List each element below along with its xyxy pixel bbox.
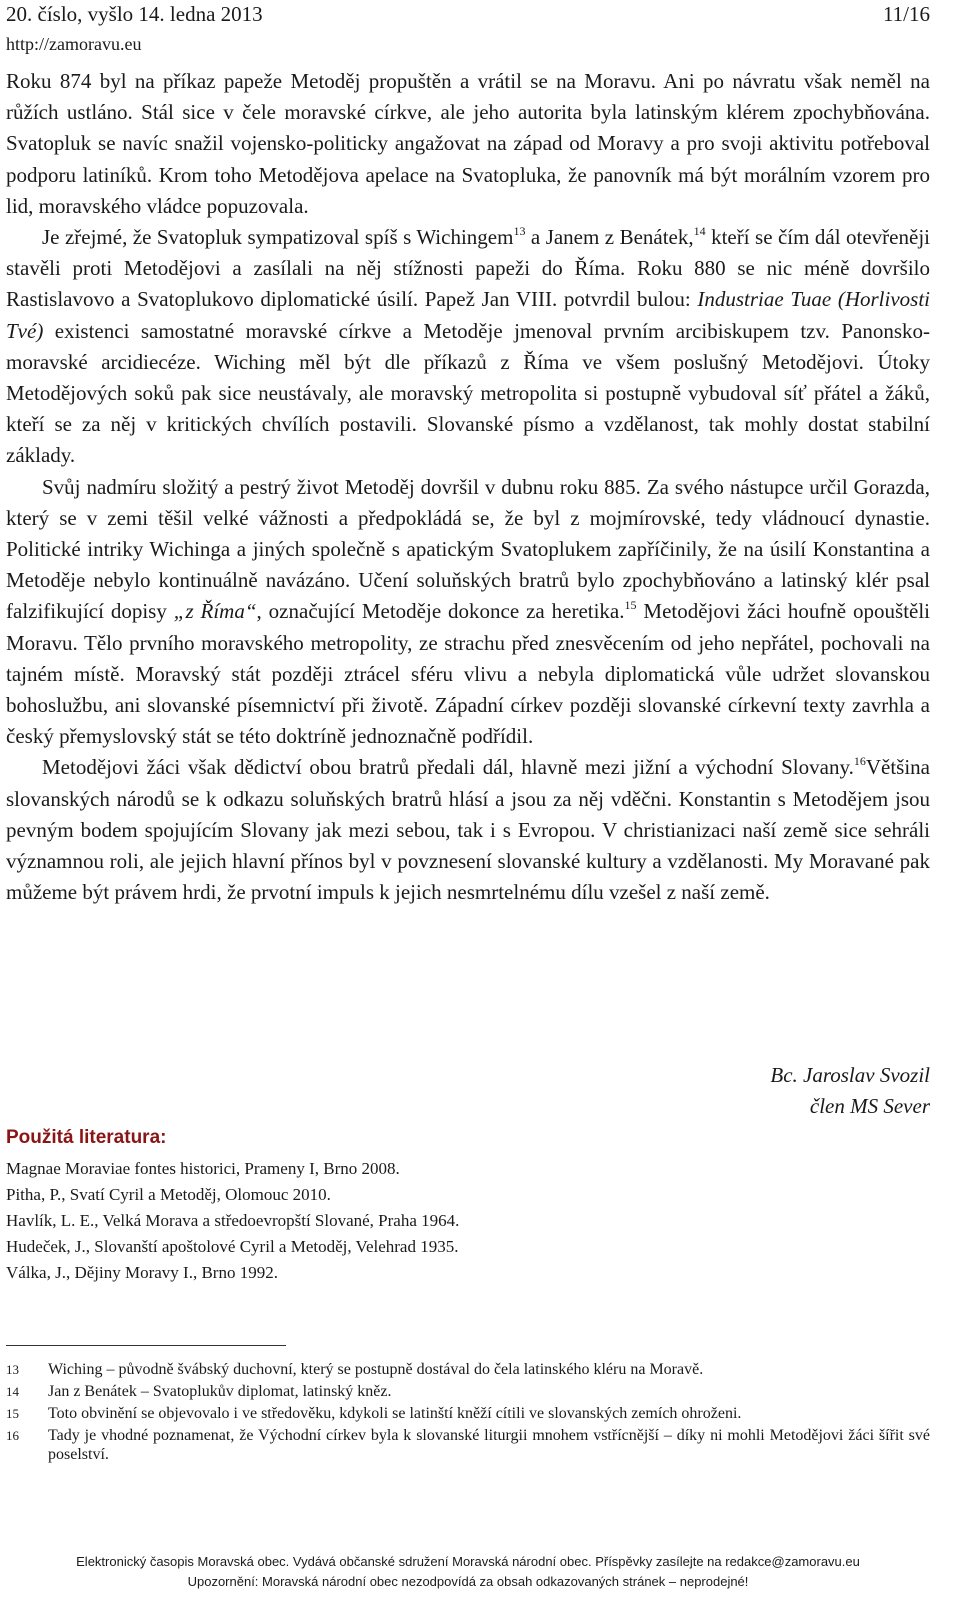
page-footer: [6, 1552, 930, 1592]
footnote-16: [6, 1426, 930, 1464]
author-signature: [770, 1060, 930, 1122]
literature-item: Pitha, P., Svatí Cyril a Metoděj, Olomouc 2010.: [6, 1185, 331, 1204]
literature-list: [6, 1156, 459, 1286]
footnote-text: Toto obvinění se objevovalo i ve středověku, kdykoli se latinští kněží cítili ve slovanských zemích ohroženi.: [48, 1405, 742, 1422]
footnote-14: [6, 1382, 930, 1401]
literature-item: Válka, J., Dějiny Moravy I., Brno 1992.: [6, 1263, 278, 1282]
paragraph-2-text-c: kteří se čím dál otevřeněji stavěli proti Metodějovi a zasílali na něj stížnosti papeži do Říma. Roku 880 se nic méně dovršilo Rastislavovo a Svatoplukovo diplomatické úsilí. Papež Jan VIII. potvrdil bulou:: [6, 225, 930, 312]
literature-item: Magnae Moraviae fontes historici, Prameny I, Brno 2008.: [6, 1159, 400, 1178]
site-url: http://zamoravu.eu: [6, 34, 142, 54]
paragraph-4-text-b: Většina slovanských národů se k odkazu soluňských bratrů hlásí a jsou za něj vděčni. Konstantin s Metodějem jsou pevným bodem spojujícím Slovany jak mezi sebou, tak i s Evropou. V christianizaci naší země sice sehráli významnou roli, ale jejich hlavní přínos byl v povznesení slovanské kultury a vzdělanosti. My Moravané pak můžeme být právem hrdi, že prvotní impuls k jejich nesmrtelnému dílu vzešel z naší země.: [6, 755, 930, 905]
footnote-number: 14: [6, 1384, 19, 1399]
footnote-number: 16: [6, 1428, 19, 1443]
footnote-ref-15: 15: [624, 598, 637, 613]
literature-item: Hudeček, J., Slovanští apoštolové Cyril a Metoděj, Velehrad 1935.: [6, 1237, 459, 1256]
paragraph-2-text-b: a Janem z Benátek,: [525, 225, 694, 250]
paragraph-4: [6, 752, 930, 908]
issue-info: 20. číslo, vyšlo 14. ledna 2013: [6, 2, 263, 26]
paragraph-1: [6, 66, 930, 222]
paragraph-3-text-b: , označující Metoděje dokonce za heretika.: [256, 599, 625, 624]
footnote-number: 15: [6, 1406, 19, 1421]
author-name: Bc. Jaroslav Svozil: [770, 1063, 930, 1087]
footnote-ref-16: 16: [853, 754, 866, 769]
paragraph-2-text-a: Je zřejmé, že Svatopluk sympatizoval spíš s Wichingem: [42, 225, 514, 250]
footnote-text: Jan z Benátek – Svatoplukův diplomat, latinský kněz.: [48, 1383, 392, 1400]
paragraph-3: [6, 472, 930, 753]
paragraph-3-text-c: Metodějovi žáci houfně opouštěli Moravu. Tělo prvního moravského metropolity, ze strachu před znesvěcením od jeho nepřátel, pochovali na tajném místě. Moravský stát později ztrácel sféru vlivu a nebyla diplomatická vůle udržet slovanskou bohoslužbu, ani slovanské písemnictví při životě. Západní církev později slovanské církevní texty zavrhla a český přemyslovský stát se této doktríně jednoznačně podřídil.: [6, 599, 931, 749]
article-body: [6, 66, 930, 908]
paragraph-2: [6, 222, 930, 472]
paragraph-3-text-a: Svůj nadmíru složitý a pestrý život Metoděj dovršil v dubnu roku 885. Za svého nástupce určil Gorazda, který se v zemi těšil velké vážnosti a předpokládá se, že byl z mojmírovské, tedy vládnoucí dynastie. Politické intriky Wichinga a jiných společně s apatickým Svatoplukem zapříčinily, že na úsilí Konstantina a Metoděje nebylo kontinuálně navázáno. Učení soluňských bratrů bylo zpochybňováno a latinský klér psal falzifikující dopisy: [6, 474, 930, 624]
footnote-divider: [6, 1345, 286, 1346]
footnote-text: Tady je vhodné poznamenat, že Východní církev byla k slovanské liturgii mnohem vstřícnější – díky ni mohli Metodějovi žáci šířit své poselství.: [48, 1427, 930, 1463]
author-role: člen MS Sever: [809, 1094, 930, 1118]
footer-disclaimer-line: Upozornění: Moravská národní obec nezodpovídá za obsah odkazovaných stránek – neprodejné!: [187, 1574, 749, 1589]
footnote-ref-14: 14: [693, 224, 706, 239]
page-number: 11/16: [882, 2, 930, 26]
footnote-number: 13: [6, 1362, 19, 1377]
footnote-ref-13: 13: [513, 224, 526, 239]
quoted-phrase: „z Říma“: [173, 599, 257, 624]
footnote-15: [6, 1404, 930, 1423]
footnote-13: [6, 1360, 930, 1379]
paragraph-2-text-d: existenci samostatné moravské církve a Metoděje jmenoval prvním arcibiskupem tzv. Panonsko-moravské arcidiecéze. Wiching měl být dle příkazů z Říma ve všem poslušný Metodějovi. Útoky Metodějových soků pak sice neustávaly, ale moravský metropolita si postupně vybudoval síť přátel a žáků, kteří se za něj v kritických chvílích postavili. Slovanské písmo a vzdělanost, tak mohly dostat stabilní základy.: [6, 318, 930, 468]
footnotes: [6, 1360, 930, 1467]
footer-publisher-line: Elektronický časopis Moravská obec. Vydává občanské sdružení Moravská národní obec. Příspěvky zasílejte na redakce@zamoravu.eu: [76, 1554, 860, 1569]
literature-item: Havlík, L. E., Velká Morava a středoevropští Slované, Praha 1964.: [6, 1211, 460, 1230]
paragraph-1-text: Roku 874 byl na příkaz papeže Metoděj propuštěn a vrátil se na Moravu. Ani po návratu však neměl na růžích ustláno. Stál sice v čele moravské církve, ale jeho autorita byla latinským klérem zpochybňována. Svatopluk se navíc snažil vojensko-politicky angažovat na západ od Moravy a pro svoji aktivitu potřeboval podporu latiníků. Krom toho Metodějova apelace na Svatopluka, že panovník má být morálním vzorem pro lid, moravského vládce popuzovala.: [6, 69, 930, 218]
literature-heading: Použitá literatura:: [6, 1127, 167, 1148]
paragraph-4-text-a: Metodějovi žáci však dědictví obou bratrů předali dál, hlavně mezi jižní a východní Slovany.: [42, 755, 854, 780]
bull-title: Industriae Tuae (Horlivosti Tvé): [6, 287, 930, 343]
footnote-text: Wiching – původně švábský duchovní, který se postupně dostával do čela latinského kléru na Moravě.: [48, 1361, 704, 1378]
